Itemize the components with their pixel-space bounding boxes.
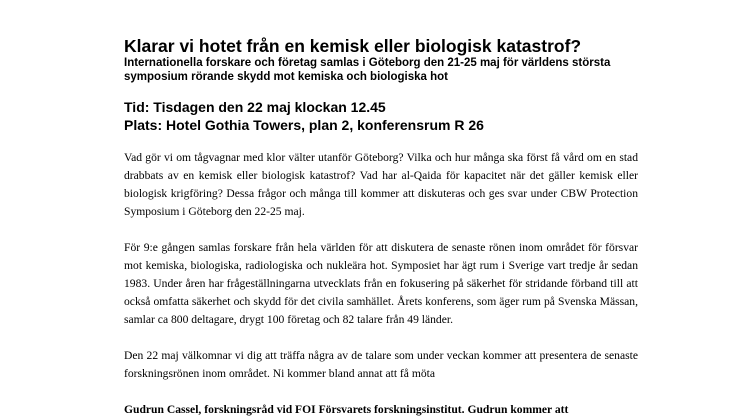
paragraph-invitation: Den 22 maj välkomnar vi dig att träffa några av de talare som under veckan kommer att presentera de senaste forskningsrönen inom området. Ni kommer bland annat att få möta xyxy=(124,349,638,380)
page-title: Klarar vi hotet från en kemisk eller biologisk katastrof? xyxy=(124,36,582,56)
document-body xyxy=(124,36,638,419)
paragraph-symposium: För 9:e gången samlas forskare från hela världen för att diskutera de senaste rönen inom området för försvar mot kemiska, biologiska, radiologiska och nukleära hot. Symposiet har ägt rum i Sverige vart tredje år sedan 1983. Under åren har frågeställningarna utvecklats från en fokusering på säkerhet för stridande förband till att också omfatta säkerhet och skydd för det civila samhället. Årets konferens, som äger rum på Svenska Mässan, samlar ca 800 deltagare, drygt 100 företag och 82 talare från 49 länder. xyxy=(124,241,638,326)
event-info xyxy=(124,98,638,134)
subtitle: Internationella forskare och företag samlas i Göteborg den 21-25 maj för världens största symposium rörande skydd mot kemiska och biologiska hot xyxy=(124,57,611,83)
event-time: Tid: Tisdagen den 22 maj klockan 12.45 xyxy=(124,99,386,115)
event-place: Plats: Hotel Gothia Towers, plan 2, konferensrum R 26 xyxy=(124,117,484,133)
paragraph-speaker: Gudrun Cassel, forskningsråd vid FOI Försvarets forskningsinstitut. Gudrun kommer att xyxy=(124,403,569,416)
paragraph-intro: Vad gör vi om tågvagnar med klor välter utanför Göteborg? Vilka och hur många ska först få vård om en stad drabbats av en kemisk eller biologisk katastrof? Vad har al-Qaida för kapacitet när det gäller kemisk eller biologisk krigföring? Dessa frågor och många till kommer att diskuteras och ges svar under CBW Protection Symposium i Göteborg den 22-25 maj. xyxy=(124,151,638,218)
